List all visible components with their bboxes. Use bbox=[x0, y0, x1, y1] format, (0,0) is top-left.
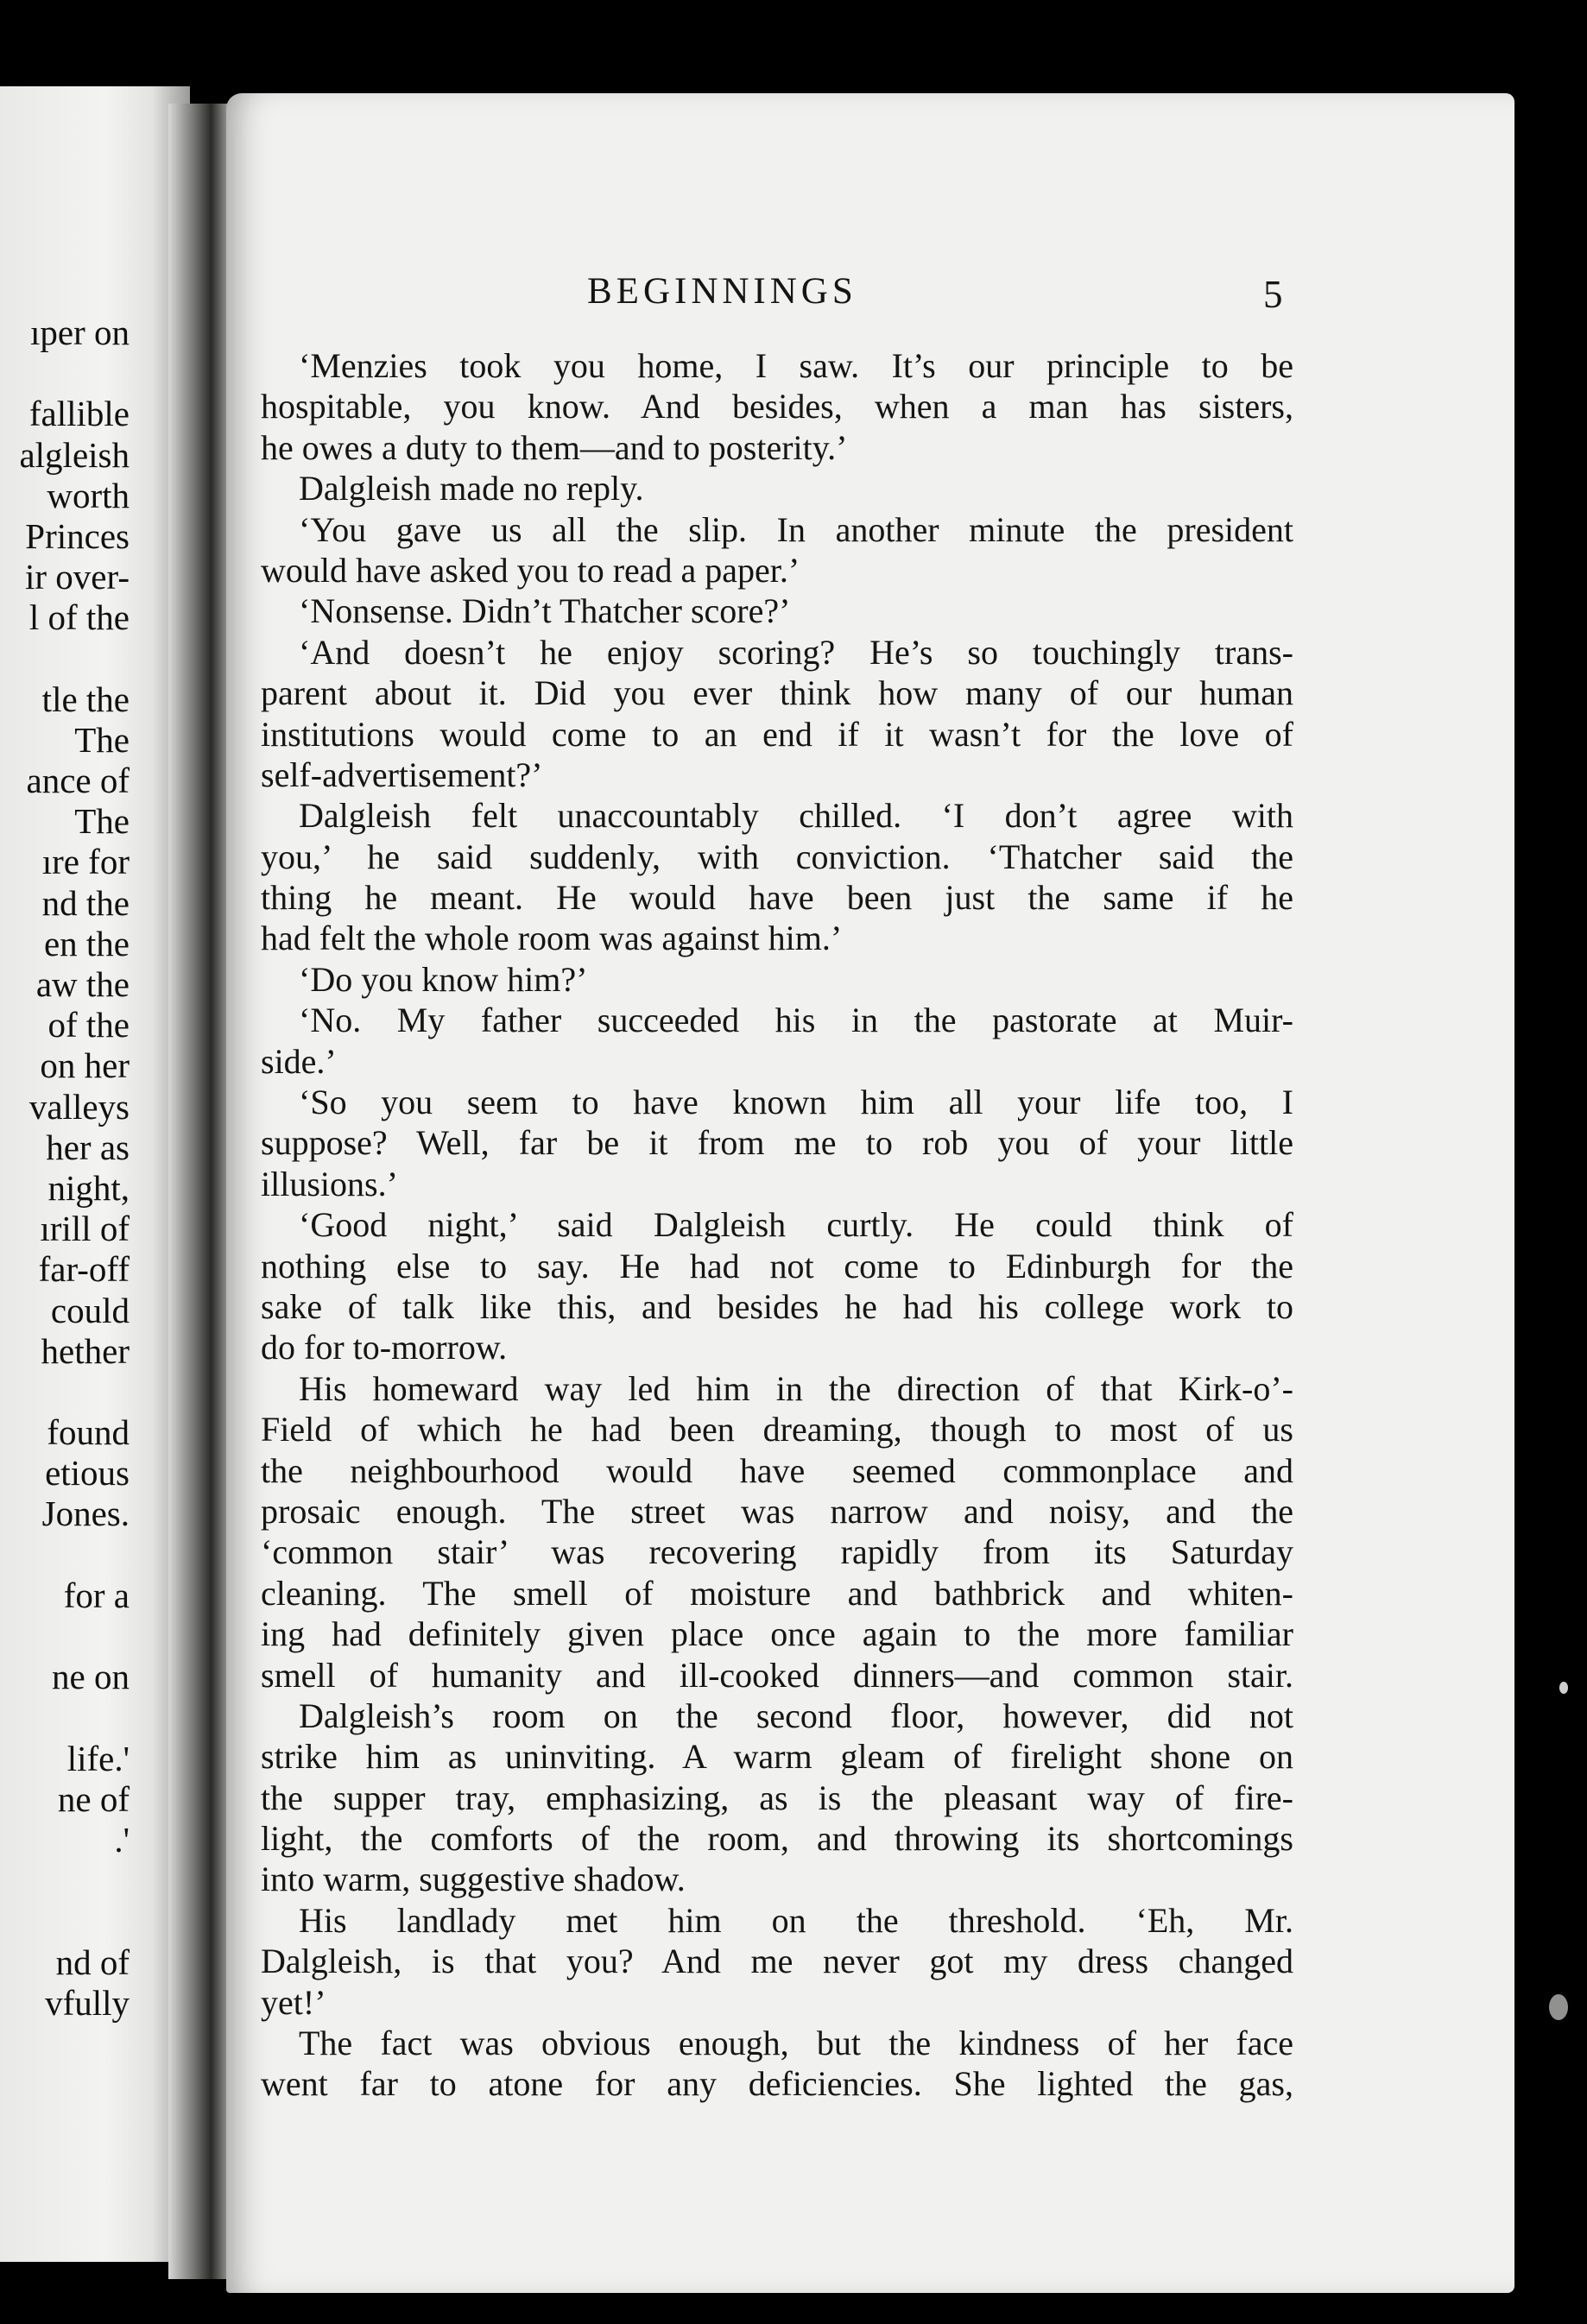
previous-page-fragment: ırill of bbox=[40, 1209, 130, 1249]
text-line: the supper tray, emphasizing, as is the pleasant way of fire- bbox=[261, 1778, 1293, 1817]
previous-page-fragment: for a bbox=[63, 1575, 130, 1615]
text-line: had felt the whole room was against him.’ bbox=[261, 919, 843, 958]
previous-page-text-fragments bbox=[0, 313, 130, 2024]
previous-page-fragment: aw the bbox=[35, 964, 130, 1004]
previous-page-fragment: could bbox=[50, 1290, 130, 1330]
text-line: he owes a duty to them—and to posterity.’ bbox=[261, 427, 848, 467]
previous-page-fragment: on her bbox=[40, 1045, 130, 1086]
text-line: Field of which he had been dreaming, though to most of us bbox=[261, 1410, 1293, 1449]
text-line: thing he meant. He would have been just the same if he bbox=[261, 878, 1293, 918]
page-number: 5 bbox=[1263, 273, 1283, 316]
previous-page-fragment: found bbox=[47, 1412, 130, 1453]
previous-page-fragment bbox=[0, 1616, 130, 1657]
previous-page-edge bbox=[0, 86, 190, 2262]
text-line: into warm, suggestive shadow. bbox=[261, 1860, 686, 1899]
previous-page-fragment bbox=[0, 1901, 130, 1942]
previous-page-fragment: ance of bbox=[26, 761, 130, 801]
text-line: strike him as uninviting. A warm gleam of firelight shone on bbox=[261, 1737, 1293, 1777]
previous-page-fragment: vfully bbox=[45, 1982, 130, 2023]
scan-speck bbox=[1559, 1682, 1568, 1694]
previous-page-fragment: life.' bbox=[66, 1738, 130, 1778]
running-head bbox=[226, 270, 1514, 322]
text-line: ‘So you seem to have known him all your life too, I bbox=[299, 1083, 1293, 1122]
text-line: The fact was obvious enough, but the kindness of her face bbox=[299, 2024, 1293, 2063]
previous-page-fragment: valleys bbox=[28, 1086, 130, 1127]
text-line: you,’ he said suddenly, with conviction. ‘Thatcher said the bbox=[261, 837, 1293, 876]
previous-page-fragment: fallible bbox=[28, 394, 130, 434]
previous-page-fragment bbox=[0, 639, 130, 679]
previous-page-fragment: Jones. bbox=[41, 1494, 130, 1534]
previous-page-fragment: ıre for bbox=[41, 842, 130, 882]
running-title: BEGINNINGS bbox=[587, 271, 857, 312]
text-line: ‘common stair’ was recovering rapidly from its Saturday bbox=[261, 1532, 1293, 1572]
previous-page-fragment: tle the bbox=[41, 679, 130, 719]
text-line: ‘No. My father succeeded his in the pastorate at Muir- bbox=[299, 1001, 1293, 1040]
body-text bbox=[261, 345, 1293, 2105]
text-line: self-advertisement?’ bbox=[261, 755, 543, 794]
text-line: institutions would come to an end if it wasn’t for the love of bbox=[261, 714, 1293, 754]
previous-page-fragment: far-off bbox=[38, 1249, 130, 1290]
text-line: ‘Good night,’ said Dalgleish curtly. He could think of bbox=[299, 1205, 1293, 1245]
text-line: ‘Menzies took you home, I saw. It’s our principle to be bbox=[299, 346, 1293, 385]
text-line: went far to atone for any deficiencies. She lighted the gas, bbox=[261, 2064, 1293, 2104]
text-line: the neighbourhood would have seemed commonplace and bbox=[261, 1450, 1293, 1490]
text-line: ‘Do you know him?’ bbox=[299, 959, 588, 999]
text-line: parent about it. Did you ever think how many of our human bbox=[261, 673, 1293, 713]
text-line: do for to-morrow. bbox=[261, 1328, 508, 1367]
previous-page-fragment: .' bbox=[114, 1819, 130, 1860]
previous-page-fragment: of the bbox=[47, 1005, 130, 1045]
previous-page-fragment bbox=[0, 1697, 130, 1738]
previous-page-fragment: ne of bbox=[57, 1778, 130, 1819]
text-line: Dalgleish made no reply. bbox=[299, 469, 644, 508]
current-page bbox=[226, 93, 1514, 2293]
text-line: His homeward way led him in the direction of that Kirk-o’- bbox=[299, 1368, 1293, 1408]
previous-page-fragment: nd of bbox=[55, 1942, 130, 1982]
text-line: ‘Nonsense. Didn’t Thatcher score?’ bbox=[299, 591, 791, 631]
text-line: Dalgleish felt unaccountably chilled. ‘I don’t agree with bbox=[299, 796, 1293, 836]
text-line: nothing else to say. He had not come to Edinburgh for the bbox=[261, 1246, 1293, 1285]
text-line: illusions.’ bbox=[261, 1164, 398, 1203]
previous-page-fragment: algleish bbox=[19, 434, 130, 475]
text-line: hospitable, you know. And besides, when a man has sisters, bbox=[261, 387, 1293, 426]
scan-speck bbox=[1549, 1994, 1568, 2020]
text-line: Dalgleish’s room on the second floor, however, did not bbox=[299, 1696, 1293, 1735]
text-line: ‘You gave us all the slip. In another minute the president bbox=[299, 509, 1293, 549]
previous-page-fragment: her as bbox=[46, 1127, 130, 1167]
text-line: ing had definitely given place once again to the more familiar bbox=[261, 1614, 1293, 1654]
previous-page-fragment: ıper on bbox=[30, 313, 130, 352]
previous-page-fragment: The bbox=[74, 719, 130, 760]
text-line: light, the comforts of the room, and throwing its shortcomings bbox=[261, 1819, 1293, 1859]
text-line: would have asked you to read a paper.’ bbox=[261, 550, 800, 590]
previous-page-fragment: nd the bbox=[41, 882, 130, 923]
previous-page-fragment: Princes bbox=[25, 515, 130, 556]
previous-page-fragment bbox=[0, 1372, 130, 1412]
text-line: smell of humanity and ill-cooked dinners—and common stair. bbox=[261, 1655, 1293, 1695]
text-line: Dalgleish, is that you? And me never got my dress changed bbox=[261, 1942, 1293, 1981]
previous-page-fragment bbox=[0, 1860, 130, 1901]
previous-page-fragment: etious bbox=[45, 1453, 130, 1494]
previous-page-fragment: l of the bbox=[28, 597, 130, 638]
text-line: cleaning. The smell of moisture and bathbrick and whiten- bbox=[261, 1573, 1293, 1613]
previous-page-fragment bbox=[0, 353, 130, 394]
previous-page-fragment: ir over- bbox=[25, 557, 130, 597]
previous-page-fragment: ne on bbox=[52, 1657, 130, 1697]
previous-page-fragment: en the bbox=[43, 923, 130, 963]
text-line: suppose? Well, far be it from me to rob you of your little bbox=[261, 1123, 1293, 1163]
text-line: ‘And doesn’t he enjoy scoring? He’s so touchingly trans- bbox=[299, 632, 1293, 672]
previous-page-fragment: worth bbox=[47, 475, 130, 515]
text-line: sake of talk like this, and besides he had his college work to bbox=[261, 1286, 1293, 1326]
previous-page-fragment: hether bbox=[41, 1330, 130, 1371]
previous-page-fragment bbox=[0, 1535, 130, 1576]
text-line: side.’ bbox=[261, 1041, 337, 1081]
text-line: yet!’ bbox=[261, 1982, 326, 2022]
text-line: His landlady met him on the threshold. ‘Eh, Mr. bbox=[299, 1900, 1293, 1940]
previous-page-fragment: night, bbox=[47, 1167, 130, 1208]
text-line: prosaic enough. The street was narrow and noisy, and the bbox=[261, 1491, 1293, 1531]
previous-page-fragment: The bbox=[74, 801, 130, 842]
